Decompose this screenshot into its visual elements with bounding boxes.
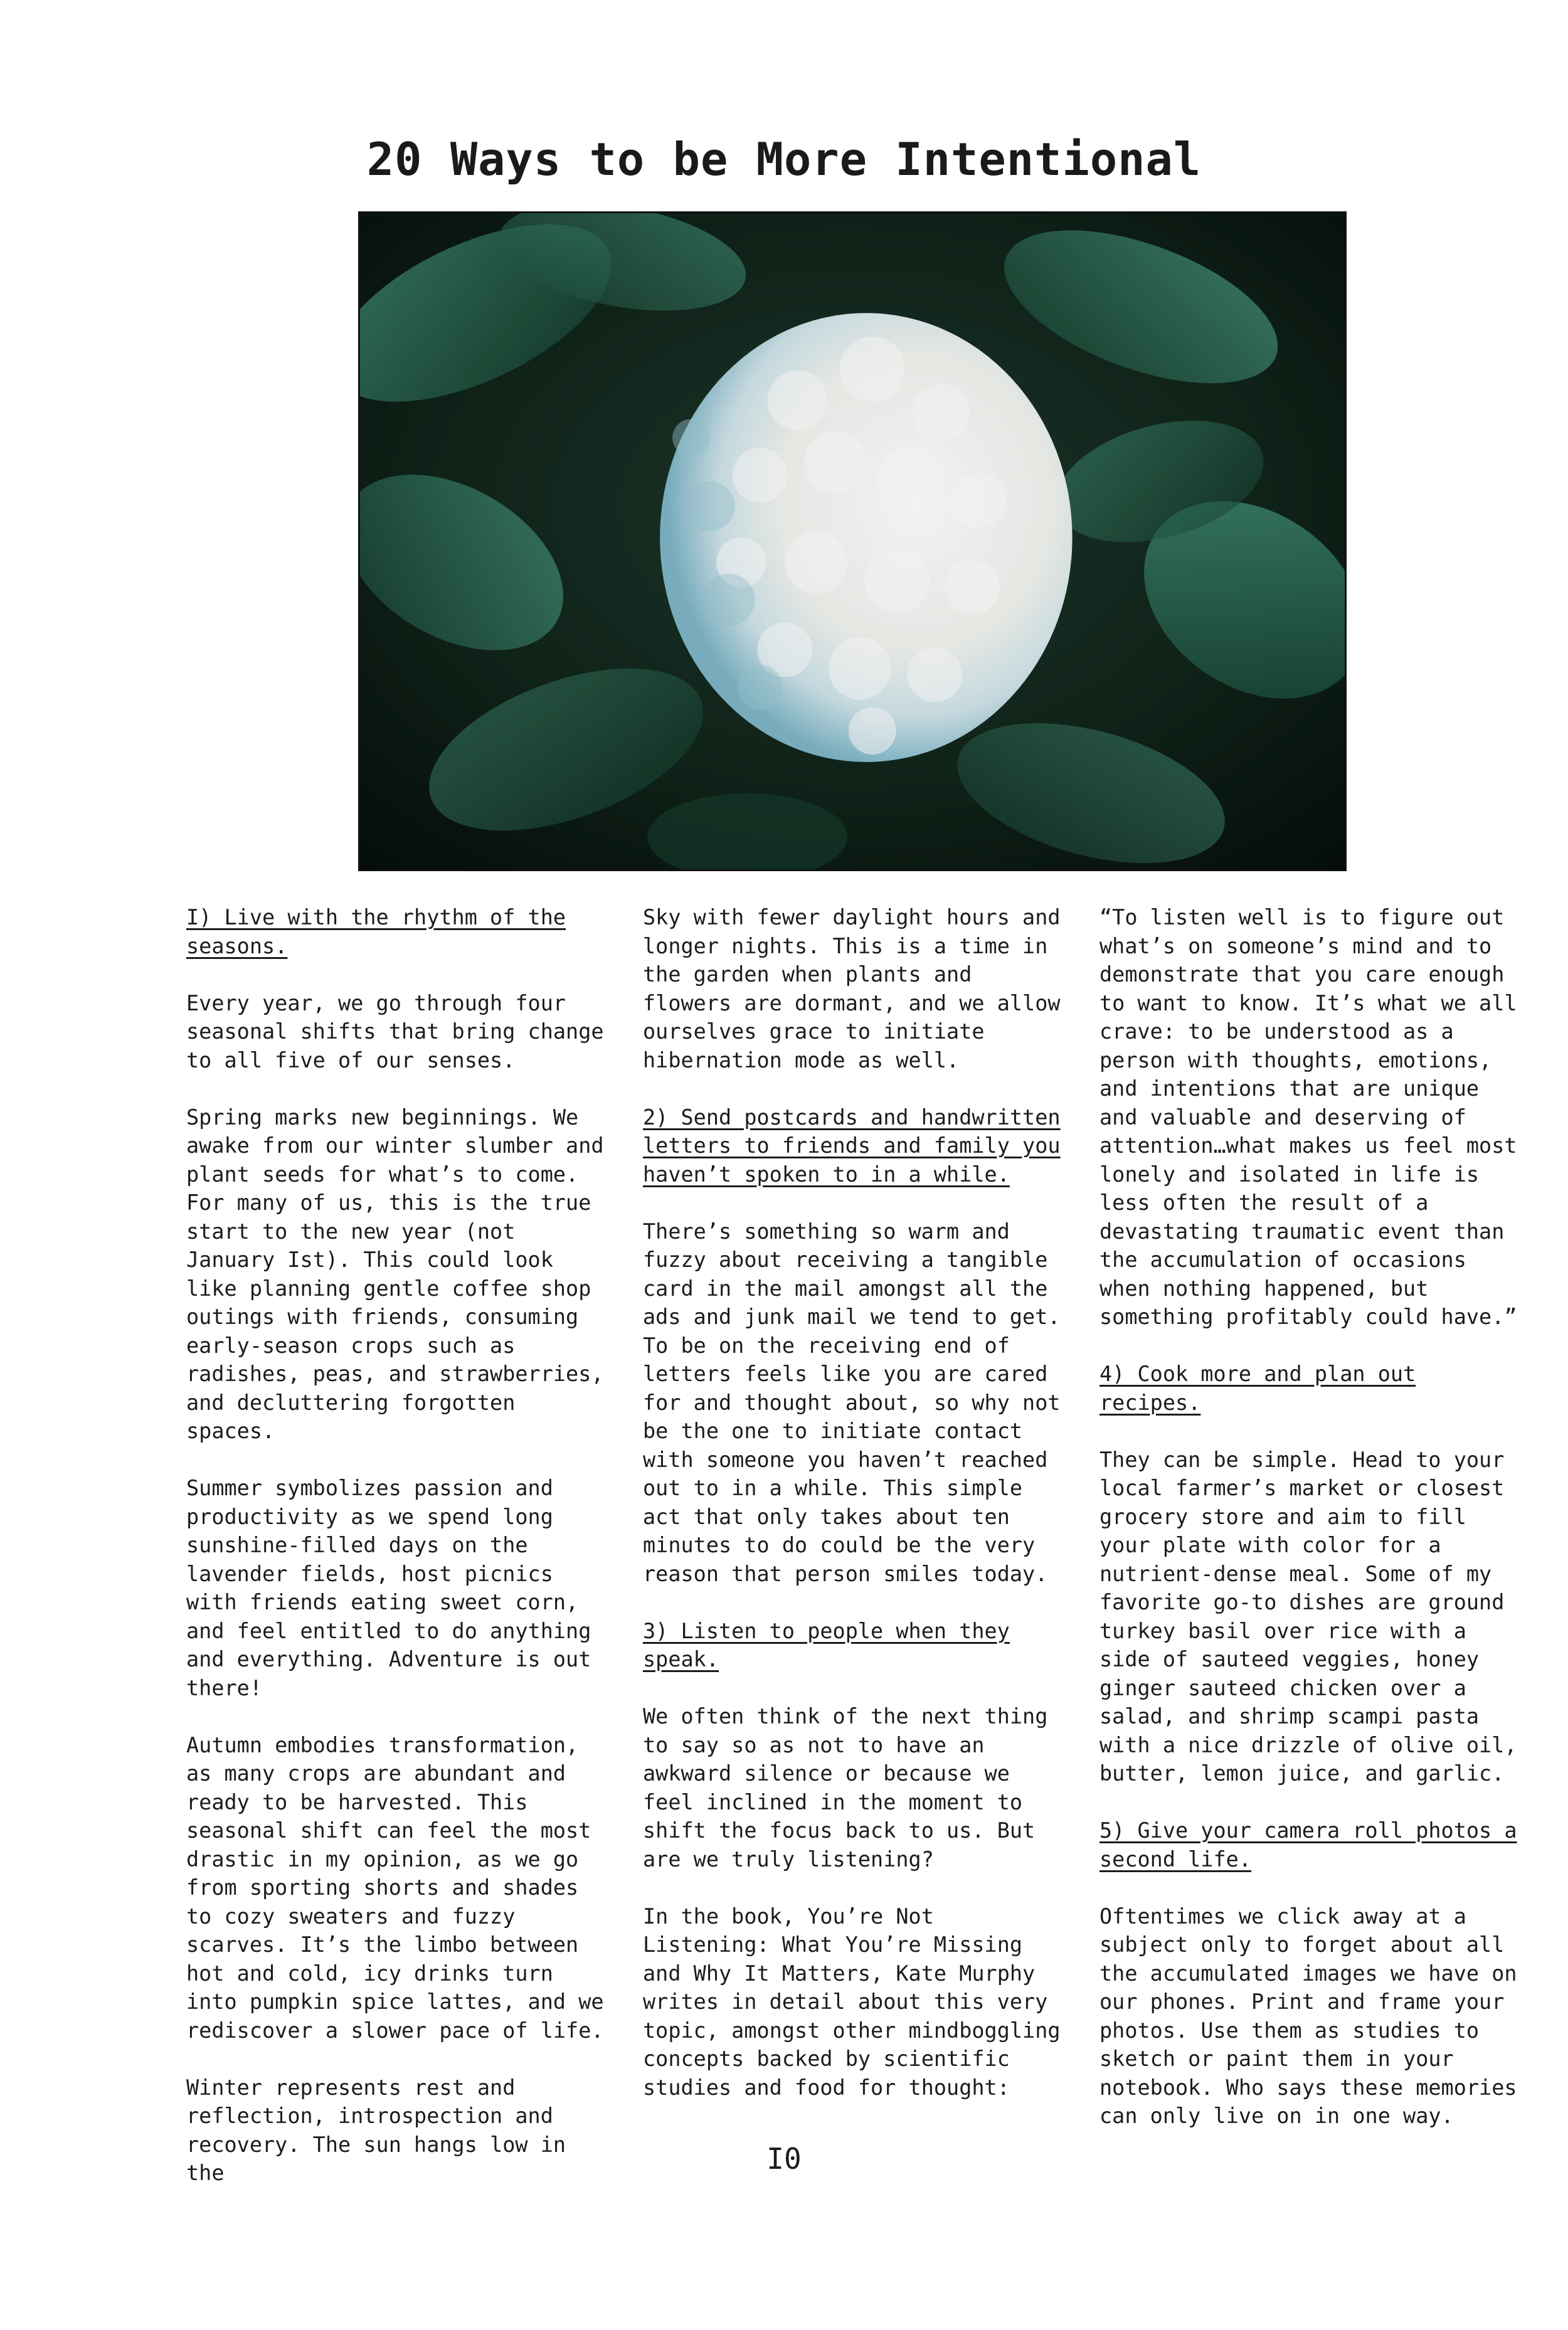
column-3 bbox=[1099, 903, 1520, 2159]
column-2 bbox=[643, 903, 1063, 2131]
paragraph: Autumn embodies transformation, as many crops are abundant and ready to be harvested. This seasonal shift can feel the most drastic in my opinion, as we go from sporting shorts and shades to cozy sweaters and fuzzy scarves. It’s the limbo between hot and cold, icy drinks turn into pumpkin spice lattes, and we rediscover a slower pace of life. bbox=[186, 1732, 604, 2043]
paragraph: There’s something so warm and fuzzy about receiving a tangible card in the mail amongst all the ads and junk mail we tend to get. To be on the receiving end of letters feels like you are cared for and thought about, so why not be the one to initiate contact with someone you haven’t reached out to in a while. This simple act that only takes about ten minutes to do could be the very reason that person smiles today. bbox=[643, 1219, 1061, 1586]
section-heading-4: 4) Cook more and plan out recipes. bbox=[1099, 1362, 1416, 1415]
paragraph: Spring marks new beginnings. We awake from our winter slumber and plant seeds for what’s to come. For many of us, this is the true start to the new year (not January Ist). This could look like planning gentle coffee shop outings with friends, consuming early-season crops such as radishes, peas, and strawberries, and decluttering forgotten spaces. bbox=[186, 1104, 604, 1443]
paragraph: Winter represents rest and reflection, introspection and recovery. The sun hangs low in the bbox=[186, 2075, 566, 2185]
paragraph: Summer symbolizes passion and productivity as we spend long sunshine-filled days on the lavender fields, host picnics with friends eating sweet corn, and feel entitled to do anything and everything. Adventure is out there! bbox=[186, 1476, 591, 1700]
page-number: I0 bbox=[766, 2142, 802, 2176]
paragraph: In the book, You’re Not Listening: What You’re Missing and Why It Matters, Kate Murphy writes in detail about this very topic, amongst other mindboggling concepts backed by scientific studies and food for thought: bbox=[643, 1904, 1061, 2100]
section-heading-2: 2) Send postcards and handwritten letters to friends and family you haven’t spoken to in a while. bbox=[643, 1104, 1061, 1187]
section-heading-5: 5) Give your camera roll photos a second life. bbox=[1099, 1818, 1517, 1872]
paragraph: Every year, we go through four seasonal shifts that bring change to all five of our senses. bbox=[186, 990, 604, 1072]
paragraph: They can be simple. Head to your local farmer’s market or closest grocery store and aim to fill your plate with color for a nutrient-dense meal. Some of my favorite go-to dishes are ground turkey basil over rice with a side of sauteed veggies, honey ginger sauteed chicken over a salad, and shrimp scampi pasta with a nice drizzle of olive oil, butter, lemon juice, and garlic. bbox=[1099, 1447, 1517, 1786]
page-title: 20 Ways to be More Intentional bbox=[366, 133, 1202, 186]
quote-paragraph: “To listen well is to figure out what’s on someone’s mind and to demonstrate that you care enough to want to know. It’s what we all crave: to be understood as a person with thoughts, emotions, and intentions that are unique and valuable and deserving of attention…what makes us feel most lonely and isolated in life is less often the result of a devastating traumatic event than the accumulation of occasions when nothing happened, but something profitably could have.” bbox=[1099, 905, 1517, 1329]
hydrangea-photo bbox=[358, 211, 1347, 871]
paragraph: Oftentimes we click away at a subject only to forget about all the accumulated images we have on our phones. Print and frame your photos. Use them as studies to sketch or paint them in your notebook. Who says these memories can only live on in one way. bbox=[1099, 1904, 1517, 2128]
section-heading-1: I) Live with the rhythm of the seasons. bbox=[186, 905, 566, 958]
paragraph: We often think of the next thing to say so as not to have an awkward silence or because we feel inclined in the moment to shift the focus back to us. But are we truly listening? bbox=[643, 1704, 1048, 1872]
section-heading-3: 3) Listen to people when they speak. bbox=[643, 1618, 1010, 1671]
paragraph: Sky with fewer daylight hours and longer nights. This is a time in the garden when plants and flowers are dormant, and we allow ourselves grace to initiate hibernation mode as well. bbox=[643, 905, 1061, 1072]
column-1 bbox=[186, 903, 607, 2216]
